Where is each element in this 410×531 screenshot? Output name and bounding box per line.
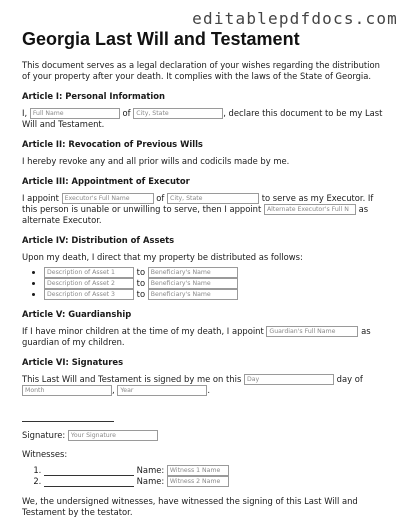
asset-description-field[interactable]: Description of Asset 2: [44, 278, 134, 289]
text: of: [122, 108, 131, 118]
alternate-executor-field[interactable]: Alternate Executor's Full N: [264, 204, 356, 215]
intro-text: This document serves as a legal declaration of your wishes regarding the distribution of your property after your death. It complies with the laws of the State of Georgia.: [22, 60, 380, 81]
beneficiary-name-field[interactable]: Beneficiary's Name: [148, 267, 238, 278]
day-field[interactable]: Day: [244, 374, 334, 385]
article-5: [22, 309, 390, 348]
revocation-text: I hereby revoke any and all prior wills and codicils made by me.: [22, 156, 290, 166]
asset-item: [44, 278, 390, 289]
page-title: Georgia Last Will and Testament: [22, 29, 300, 49]
text: I appoint: [22, 193, 59, 203]
article-2: [22, 139, 390, 167]
text: I,: [22, 108, 28, 118]
guardian-name-field[interactable]: Guardian's Full Name: [266, 326, 358, 337]
month-field[interactable]: Month: [22, 385, 112, 396]
article-4-heading: Article IV: Distribution of Assets: [22, 235, 175, 245]
article-3-heading: Article III: Appointment of Executor: [22, 176, 190, 186]
brand-logo: editablepdfdocs.com: [192, 9, 398, 28]
signature-line: [22, 421, 114, 422]
witness-name-field[interactable]: Witness 1 Name: [167, 465, 229, 476]
asset-description-field[interactable]: Description of Asset 3: [44, 289, 134, 300]
text: to serve as my Executor. If this person is unable or unwilling to serve, then I appoint: [22, 193, 374, 214]
text: of: [156, 193, 165, 203]
witness-statement: We, the undersigned witnesses, have witnessed the signing of this Last Will and Testament by the testator.: [22, 496, 358, 517]
article-1: [22, 91, 390, 130]
article-6-heading: Article VI: Signatures: [22, 357, 124, 367]
to-text: to: [136, 278, 146, 288]
article-5-heading: Article V: Guardianship: [22, 309, 132, 319]
article-1-heading: Article I: Personal Information: [22, 91, 165, 101]
asset-description-field[interactable]: Description of Asset 1: [44, 267, 134, 278]
text: , declare this document to be my Last Will and Testament.: [22, 108, 383, 129]
signature-label: Signature:: [22, 430, 66, 440]
witness-list: [22, 465, 390, 487]
text: This Last Will and Testament is signed by me on this: [22, 374, 242, 384]
to-text: to: [136, 267, 146, 277]
name-label: Name:: [136, 476, 165, 486]
signature-field[interactable]: Your Signature: [68, 430, 158, 441]
article-3: [22, 176, 390, 226]
witness-name-field[interactable]: Witness 2 Name: [167, 476, 229, 487]
executor-name-field[interactable]: Executor's Full Name: [62, 193, 154, 204]
text: day of: [336, 374, 363, 384]
asset-item: [44, 289, 390, 300]
beneficiary-name-field[interactable]: Beneficiary's Name: [148, 278, 238, 289]
witness-item: [44, 476, 390, 487]
will-document: [22, 28, 390, 518]
witness-item: [44, 465, 390, 476]
year-field[interactable]: Year: [117, 385, 207, 396]
city-state-field[interactable]: City, State: [133, 108, 223, 119]
beneficiary-name-field[interactable]: Beneficiary's Name: [148, 289, 238, 300]
name-label: Name:: [136, 465, 165, 475]
article-6: Article VI: Signatures This Last Will and Testament is signed by me on this Day day of Month , Year . Signature: Your Signature Witnesses: 1. Name: Witness 1 Name 2. Name: Witness 2 Name We, the undersigned witnesses, have witnessed the signing of this Last Will and Testament by the testator.: [22, 357, 390, 518]
witnesses-label: Witnesses:: [22, 449, 68, 459]
full-name-field[interactable]: Full Name: [30, 108, 120, 119]
asset-item: [44, 267, 390, 278]
asset-list: [22, 267, 390, 300]
executor-city-field[interactable]: City, State: [167, 193, 259, 204]
article-4: [22, 235, 390, 300]
to-text: to: [136, 289, 146, 299]
article-2-heading: Article II: Revocation of Previous Wills: [22, 139, 203, 149]
text: If I have minor children at the time of my death, I appoint: [22, 326, 264, 336]
text: as alternate Executor.: [22, 204, 369, 225]
distribution-text: Upon my death, I direct that my property be distributed as follows:: [22, 252, 303, 262]
witness-signature-line: [44, 486, 134, 487]
text: as guardian of my children.: [22, 326, 371, 347]
